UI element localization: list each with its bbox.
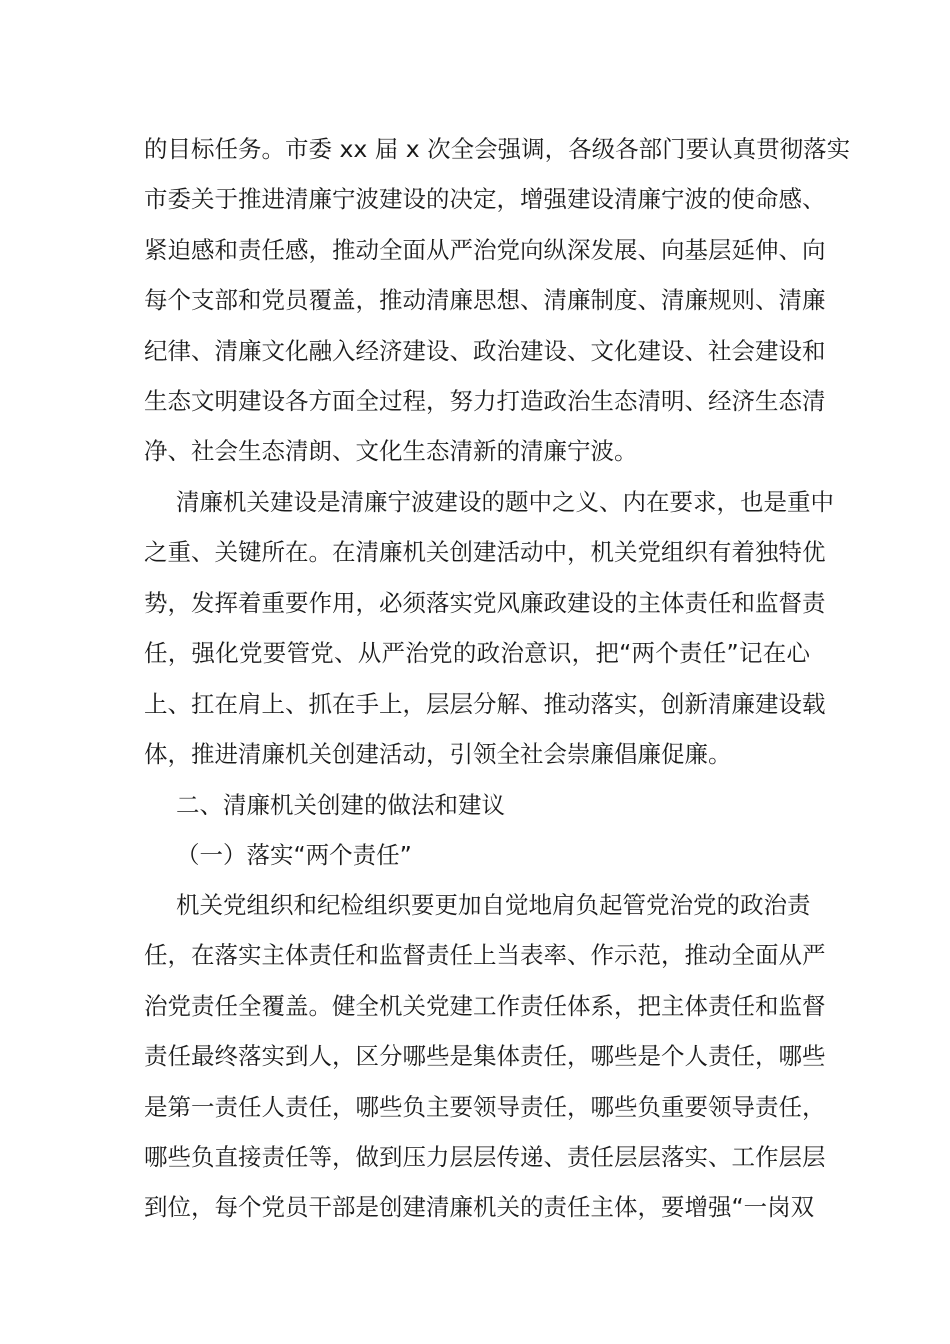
text-line: 到位，每个党员干部是创建清廉机关的责任主体，要增强“一岗双 — [144, 1193, 815, 1222]
section-heading: 二、清廉机关创建的做法和建议 — [176, 791, 505, 819]
text-line: 上、扛在肩上、抓在手上，层层分解、推动落实，创新清廉建设载 — [144, 689, 826, 718]
text-line: 任，强化党要管党、从严治党的政治意识，把“两个责任”记在心 — [144, 639, 810, 668]
text-line: 责任最终落实到人，区分哪些是集体责任，哪些是个人责任，哪些 — [144, 1042, 826, 1071]
text-line: 治党责任全覆盖。健全机关党建工作责任体系，把主体责任和监督 — [144, 991, 826, 1020]
text-line: 是第一责任人责任，哪些负主要领导责任，哪些负重要领导责任， — [144, 1092, 826, 1121]
text-line: 势，发挥着重要作用，必须落实党风廉政建设的主体责任和监督责 — [144, 588, 826, 617]
text-line: 的目标任务。市委 xx 届 x 次全会强调，各级各部门要认真贯彻落实 — [144, 135, 851, 163]
text-line: 清廉机关建设是清廉宁波建设的题中之义、内在要求，也是重中 — [176, 488, 834, 516]
paragraph-1 — [144, 124, 851, 477]
text-line: 生态文明建设各方面全过程，努力打造政治生态清明、经济生态清 — [144, 386, 826, 415]
text-line: 哪些负直接责任等，做到压力层层传递、责任层层落实、工作层层 — [144, 1142, 826, 1171]
paragraph-3 — [144, 880, 826, 1233]
paragraph-2 — [144, 477, 834, 779]
text-line: 任，在落实主体责任和监督责任上当表率、作示范，推动全面从严 — [144, 941, 826, 970]
text-line: 纪律、清廉文化融入经济建设、政治建设、文化建设、社会建设和 — [144, 336, 826, 365]
text-line: 每个支部和党员覆盖，推动清廉思想、清廉制度、清廉规则、清廉 — [144, 286, 826, 315]
subsection-heading: （一）落实“两个责任” — [176, 841, 412, 869]
text-line: 市委关于推进清廉宁波建设的决定，增强建设清廉宁波的使命感、 — [144, 185, 826, 214]
text-line: 净、社会生态清朗、文化生态清新的清廉宁波。 — [144, 437, 638, 466]
text-line: 体，推进清廉机关创建活动，引领全社会崇廉倡廉促廉。 — [144, 739, 732, 768]
text-line: 之重、关键所在。在清廉机关创建活动中，机关党组织有着独特优 — [144, 538, 826, 567]
text-line: 机关党组织和纪检组织要更加自觉地肩负起管党治党的政治责 — [176, 891, 811, 919]
text-line: 紧迫感和责任感，推动全面从严治党向纵深发展、向基层延伸、向 — [144, 235, 826, 264]
